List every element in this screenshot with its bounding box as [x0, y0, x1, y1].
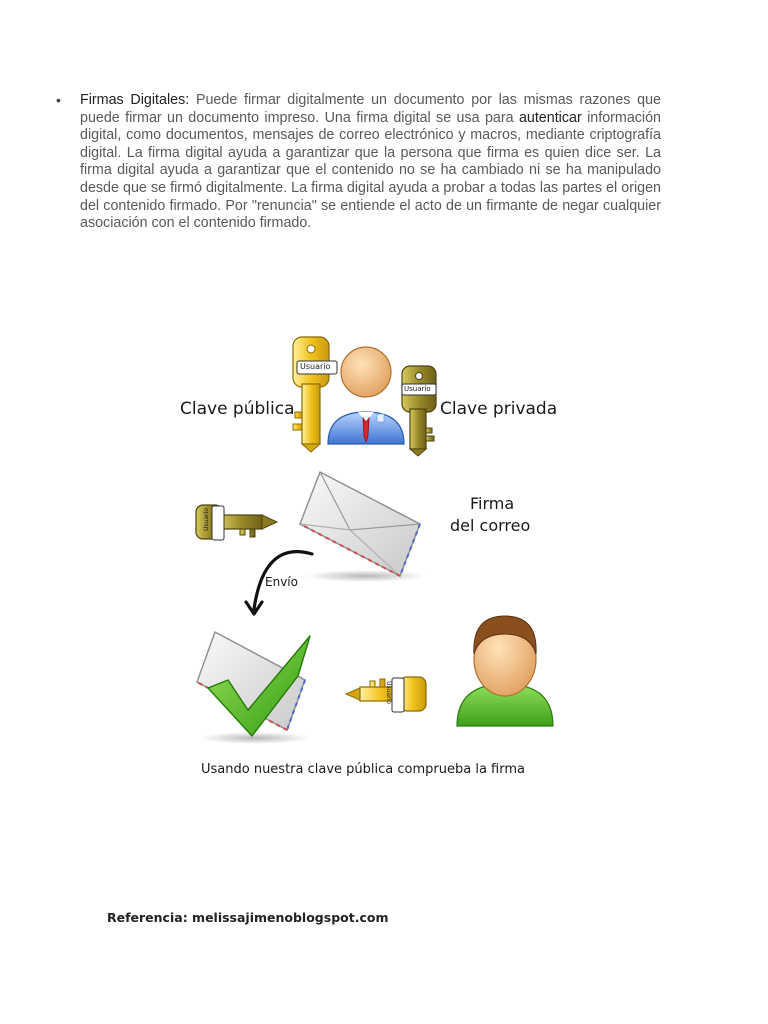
private-key-label: Clave privada [440, 399, 558, 419]
paragraph-part2: información digital, como documentos, mensajes de correo electrónico y macros, mediante criptografía digital. La firma digital ayuda a garantizar que la persona que firma es quien dice ser. La firma digital ayuda a garantizar que el contenido no se ha cambiado ni se ha manipulado desde que se firmó digitalmente. La firma digital ayuda a probar a todas las partes el origen del contenido firmado. Por "renuncia" se entiende el acto de un firmante de negar cualquier asociación con el contenido firmado. [80, 109, 662, 232]
signature-label-line1: Firma [470, 494, 515, 513]
bullet-dot: • [56, 92, 61, 108]
bullet-paragraph [56, 92, 661, 233]
verified-envelope-icon [197, 632, 310, 744]
link-autenticar[interactable]: autenticar [518, 109, 582, 126]
digital-signature-diagram [170, 332, 570, 792]
private-key-icon [402, 366, 436, 456]
envelope-icon [300, 472, 425, 582]
paragraph-part1: Puede firmar digitalmente un documento por las mismas razones que puede firmar un documento impreso. Una firma digital se usa para [80, 92, 661, 126]
paragraph-text [80, 92, 661, 233]
diagram-caption: Usando nuestra clave pública comprueba la firma [201, 762, 525, 777]
reference-text: Referencia: melissajimenoblogspot.com [107, 910, 389, 925]
public-key-label: Clave pública [180, 399, 295, 419]
user-avatar-icon [328, 347, 404, 444]
signature-label-line2: del correo [450, 516, 531, 535]
public-key-tag: Usuario [300, 362, 331, 371]
private-key-tag: Usuario [404, 385, 431, 393]
horizontal-private-key-tag: Usuario [202, 508, 210, 531]
horizontal-public-key-tag: Usuario [384, 681, 392, 704]
term-firmas-digitales: Firmas Digitales: [80, 92, 190, 108]
send-label: Envío [265, 575, 298, 589]
recipient-avatar-icon [457, 616, 553, 726]
